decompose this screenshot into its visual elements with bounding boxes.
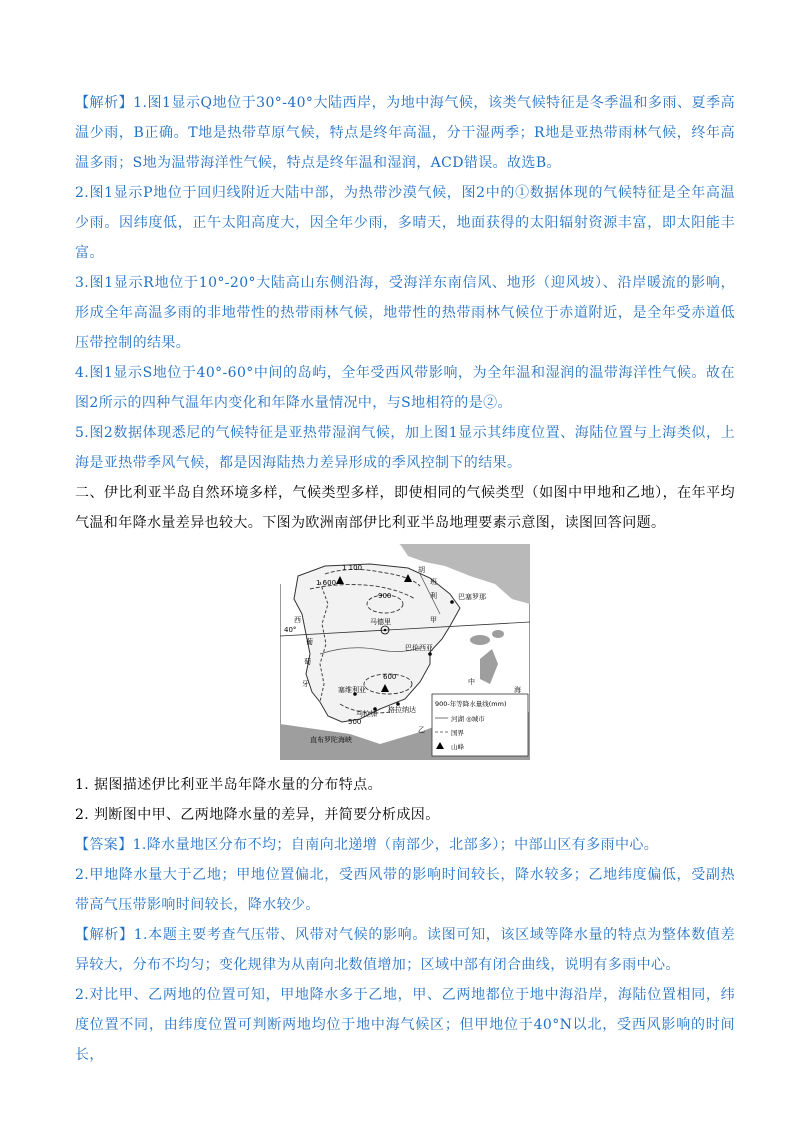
map-city-valencia: [428, 652, 432, 656]
question-1: 1. 据图描述伊比利亚半岛年降水量的分布特点。: [75, 777, 383, 793]
label-granada: 格拉纳达: [388, 706, 416, 714]
label-xi: 西: [294, 616, 301, 624]
answer-p1-text: 1.降水量地区分布不均；自南向北递增（南部少，北部多）；中部山区有多雨中心。: [132, 837, 659, 853]
label-pu: 葡: [306, 638, 313, 646]
map-legend: [432, 694, 528, 756]
label-ban: 班: [430, 578, 437, 586]
iberia-map-figure: [280, 544, 530, 760]
analysis1-p4: 4.图1显示S地位于40°-60°中间的岛屿，全年受西风带影响，为全年温和湿润的温带海洋性气候。故在图2所示的四种气温年内变化和年降水量情况中，与S地相符的是②。: [75, 365, 735, 411]
label-malaga: 马拉加: [356, 710, 377, 718]
label-iso-900: 900: [378, 592, 392, 600]
label-li: 利: [430, 592, 437, 600]
question-2: 2. 判断图中甲、乙两地降水量的差异，并简要分析成因。: [75, 807, 440, 823]
legend-river: 河湖 ◎城市: [451, 715, 485, 723]
label-zhong: 中: [468, 678, 475, 686]
map-city-barcelona: [450, 600, 454, 604]
map-city-madrid-dot: [384, 629, 387, 632]
label-hu: 胡: [418, 566, 425, 574]
legend-border: 国界: [451, 729, 464, 737]
label-valencia: 巴伦西亚: [405, 644, 433, 652]
label-iso-1100: 1 100: [342, 564, 363, 572]
analysis2-tag: 【解析】: [75, 927, 134, 943]
answer-p1: [75, 830, 735, 860]
legend-peak: 山峰: [451, 743, 464, 751]
analysis1-p2: 2.图1显示P地位于回归线附近大陆中部，为热带沙漠气候，图2中的①数据体现的气候特征是全年高温少雨。因纬度低，正午太阳高度大，因全年少雨，多晴天，地面获得的太阳辐射资源丰富，即太阳能丰富。: [75, 185, 735, 261]
legend-iso: 900-年等降水量线(mm): [435, 700, 507, 708]
label-sevilla: 塞维利亚: [338, 686, 366, 694]
label-hai: 海: [514, 686, 521, 694]
answer-p2: 2.甲地降水量大于乙地；甲地位置偏北，受西风带的影响时间较长，降水较多；乙地纬度偏低，受副热带高气压带影响时间较长，降水较少。: [75, 867, 735, 913]
label-lat40: 40°: [284, 626, 297, 634]
label-iso-600: 600: [383, 673, 397, 681]
label-madrid: 马德里: [370, 618, 391, 626]
analysis1-p3: 3.图1显示R地位于10°-20°大陆高山东侧沿海，受海洋东南信风、地形（迎风坡）、沿岸暖流的影响，形成全年高温多雨的非地带性的热带雨林气候，地带性的热带雨林气候位于赤道附近，是全年受赤道低压带控制的结果。: [75, 275, 735, 351]
label-yi: 乙: [418, 726, 425, 734]
label-ya: 牙: [302, 680, 309, 688]
label-gibraltar: 直布罗陀海峡: [310, 736, 352, 744]
analysis1-p1: [75, 88, 735, 178]
answer-tag: 【答案】: [75, 837, 133, 853]
analysis1-p5: 5.图2数据体现悉尼的气候特征是亚热带湿润气候，加上图1显示其纬度位置、海陆位置与上海类似，上海是亚热带季风气候，都是因海陆热力差异形成的季风控制下的结果。: [75, 425, 735, 471]
label-iso-1600: 1 600: [316, 579, 337, 587]
label-jia: 甲: [430, 616, 437, 624]
map-balearic-1: [470, 635, 490, 645]
label-barcelona: 巴塞罗那: [458, 593, 486, 601]
analysis2-p1: [75, 920, 735, 980]
map-balearic-2: [492, 630, 504, 638]
analysis2-p1-text: 1.本题主要考查气压带、风带对气候的影响。读图可知，该区域等降水量的特点为整体数值差异较大，分布不均匀；变化规律为从南向北数值增加；区域中部有闭合曲线，说明有多雨中心。: [75, 927, 735, 973]
iberia-map: [280, 544, 530, 760]
label-tao: 萄: [304, 658, 311, 666]
analysis2-p2: 2.对比甲、乙两地的位置可知，甲地降水多于乙地，甲、乙两地都位于地中海沿岸，海陆位置相同，纬度位置不同，由纬度位置可判断两地均位于地中海气候区；但甲地位于40°N以北，受西风影响的时间长，: [75, 987, 735, 1063]
analysis-tag: 【解析】: [75, 95, 134, 111]
document-page: [75, 88, 735, 1070]
section2-intro: 二、伊比利亚半岛自然环境多样，气候类型多样，即使相同的气候类型（如图中甲地和乙地），在年平均气温和年降水量差异也较大。下图为欧洲南部伊比利亚半岛地理要素示意图，读图回答问题。: [75, 485, 735, 531]
analysis1-p1-text: 1.图1显示Q地位于30°-40°大陆西岸，为地中海气候，该类气候特征是冬季温和多雨、夏季高温少雨，B正确。T地是热带草原气候，特点是终年高温，分干湿两季；R地是亚热带雨林气候，终年高温多雨；S地为温带海洋性气候，特点是终年温和湿润，ACD错误。故选B。: [75, 95, 736, 171]
label-iso-500: 500: [348, 718, 362, 726]
